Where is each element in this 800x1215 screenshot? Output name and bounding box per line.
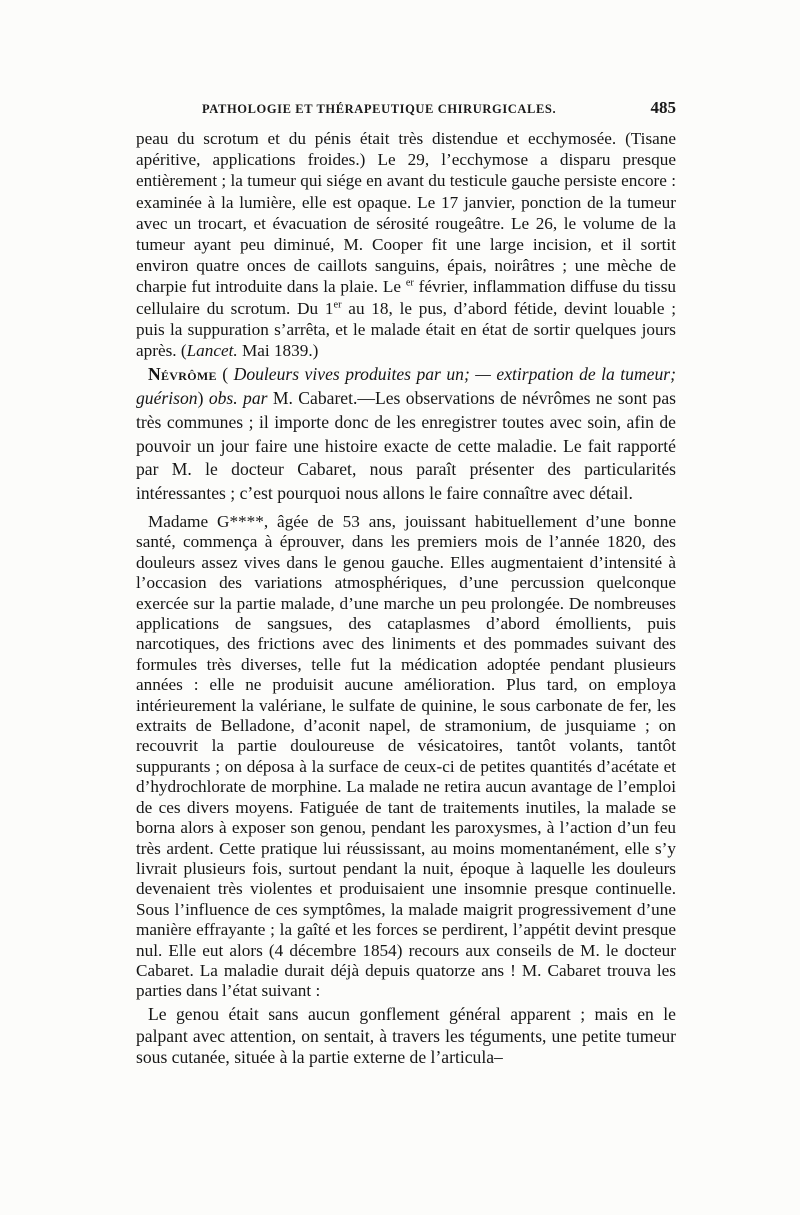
ordinal-superscript: er bbox=[333, 298, 342, 310]
heading-italic-description: Douleurs vives produites par un; — extirpation de la tumeur; guérison bbox=[136, 364, 676, 409]
heading-punctuation: ( bbox=[216, 364, 234, 385]
paragraph-text-continued: au 18, le pus, d’abord fétide, devint louable ; puis la suppuration s’arrêta, et le malade était en état de sortir quelques jours après. ( bbox=[136, 298, 677, 361]
paragraph-text: Madame G****, âgée de 53 ans, jouissant habituellement d’une bonne santé, commença à éprouver, dans les premiers mois de l’année 1820, des douleurs assez vives dans le genou gauche. Elles augmentaient d’intensité à l’occasion des variations atmosphériques, d’une percussion quelconque exercée sur la partie malade, d’une marche un peu prolongée. De nombreuses applications de sangsues, des cataplasmes d’abord émollients, puis narcotiques, des frictions avec des liniments et des pommades suivant des formules très diverses, telle fut la médication adoptée pendant plusieurs années : elle ne produisit aucune amélioration. Plus tard, on employa intérieurement la valériane, le sulfate de quinine, le sous carbonate de fer, les extraits de Belladone, d’aconit napel, de stramonium, de jusquiame ; on recouvrit la partie douloureuse de vésicatoires, tantôt volants, tantôt suppurants ; on déposa à la surface de ceux-ci de petites quantités d’acétate et d’hydrochlorate de morphine. La malade ne retira aucun avantage de l’emploi de ces divers moyens. Fatiguée de tant de traitements inutiles, la malade se borna alors à exposer son genou, pendant les paroxysmes, à l’action d’un feu très ardent. Cette pratique lui réussissant, au moins momentanément, elle s’y livrait plusieurs fois, surtout pendant la nuit, époque à laquelle les douleurs devenaient très violentes et produisaient une insomnie presque continuelle. Sous l’influence de ces symptômes, la malade maigrit progressivement d’une manière effrayante ; la gaîté et les forces se perdirent, l’appétit devint presque nul. Elle eut alors (4 décembre 1854) recours aux conseils de M. le docteur Cabaret. La maladie durait déjà depuis quatorze ans ! M. Cabaret trouva les parties dans l’état suivant : bbox=[136, 512, 676, 1001]
page-header bbox=[136, 98, 676, 122]
citation-date: Mai 1839.) bbox=[237, 341, 319, 361]
paragraph-examination bbox=[136, 1004, 676, 1069]
heading-author: M. Cabaret. bbox=[267, 388, 358, 409]
paragraph-text: Le genou était sans aucun gonflement général apparent ; mais en le palpant avec attention, on sentait, à travers les téguments, une petite tumeur sous cutanée, située à la partie externe de l’articula– bbox=[136, 1003, 676, 1068]
running-title: PATHOLOGIE ET THÉRAPEUTIQUE CHIRURGICALES. bbox=[202, 102, 557, 116]
heading-italic-obs: obs. par bbox=[208, 388, 268, 409]
paragraph-neuroma-intro bbox=[136, 363, 676, 506]
paragraph-text: —Les observations de névrômes ne sont pas très communes ; il importe donc de les enregistrer toutes avec soin, afin de pouvoir un jour faire une histoire exacte de cette maladie. Le fait rapporté par M. le docteur Cabaret, nous paraît présenter des particularités intéressantes ; c’est pourquoi nous allons le faire connaître avec détail. bbox=[136, 388, 676, 504]
body-text bbox=[136, 128, 676, 1069]
citation-source: Lancet. bbox=[186, 341, 238, 361]
section-heading-term: Névrôme bbox=[148, 364, 217, 385]
page-number: 485 bbox=[650, 98, 676, 117]
paragraph-case-conclusion bbox=[136, 128, 676, 361]
paragraph-case-history bbox=[136, 512, 676, 1002]
paragraph-text-continued: février, inflammation diffuse du tissu cellulaire du scrotum. Du 1 bbox=[136, 277, 676, 318]
paragraph-text: peau du scrotum et du pénis était très distendue et ecchymosée. (Tisane apéritive, applications froides.) Le 29, l’ecchymose a disparu presque entièrement ; la tumeur qui siége en avant du testicule gauche persiste encore : examinée à la lumière, elle est opaque. Le 17 janvier, ponction de la tumeur avec un trocart, et évacuation de sérosité rougeâtre. Le 26, le volume de la tumeur ayant peu diminué, M. Cooper fit une large incision, et il sortit environ quatre onces de caillots sanguins, épais, noirâtres ; une mèche de charpie fut introduite dans la plaie. Le bbox=[136, 129, 676, 297]
ordinal-superscript: er bbox=[405, 277, 414, 289]
heading-punctuation: ) bbox=[197, 388, 209, 409]
